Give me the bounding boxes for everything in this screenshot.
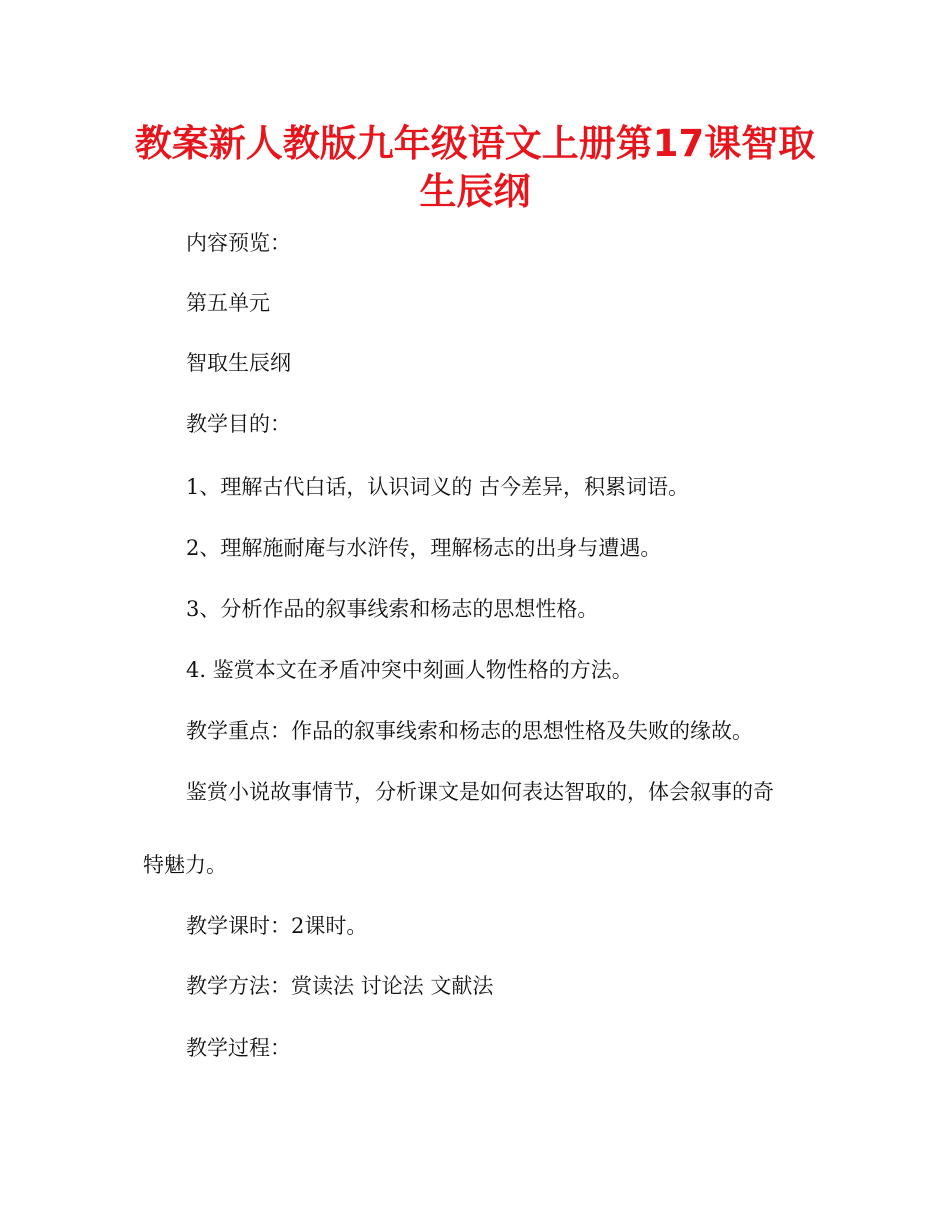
paragraph-teaching-process: 教学过程： xyxy=(186,1036,291,1060)
paragraph-objective-2: 2、理解施耐庵与水浒传，理解杨志的出身与遭遇。 xyxy=(186,536,662,560)
paragraph-objectives-heading: 教学目的： xyxy=(186,412,291,436)
paragraph-objective-1: 1、理解古代白话，认识词义的 古今差异，积累词语。 xyxy=(186,475,690,499)
paragraph-unit: 第五单元 xyxy=(186,291,270,315)
paragraph-objective-4: 4. 鉴赏本文在矛盾冲突中刻画人物性格的方法。 xyxy=(186,658,633,682)
paragraph-class-hours: 教学课时：2课时。 xyxy=(186,914,368,938)
paragraph-objective-3: 3、分析作品的叙事线索和杨志的思想性格。 xyxy=(186,597,599,621)
document-title-line-1: 教案新人教版九年级语文上册第17课智取 xyxy=(134,122,816,165)
paragraph-key-points: 教学重点：作品的叙事线索和杨志的思想性格及失败的缘故。 xyxy=(186,719,753,743)
paragraph-teaching-methods: 教学方法：赏读法 讨论法 文献法 xyxy=(186,974,494,998)
paragraph-appreciation-line-1: 鉴赏小说故事情节，分析课文是如何表达智取的，体会叙事的奇 xyxy=(186,780,774,804)
document-title-line-2: 生辰纲 xyxy=(419,170,531,213)
paragraph-lesson-name: 智取生辰纲 xyxy=(186,351,291,375)
paragraph-content-preview: 内容预览： xyxy=(186,231,291,255)
paragraph-appreciation-line-2: 特魅力。 xyxy=(143,853,227,877)
